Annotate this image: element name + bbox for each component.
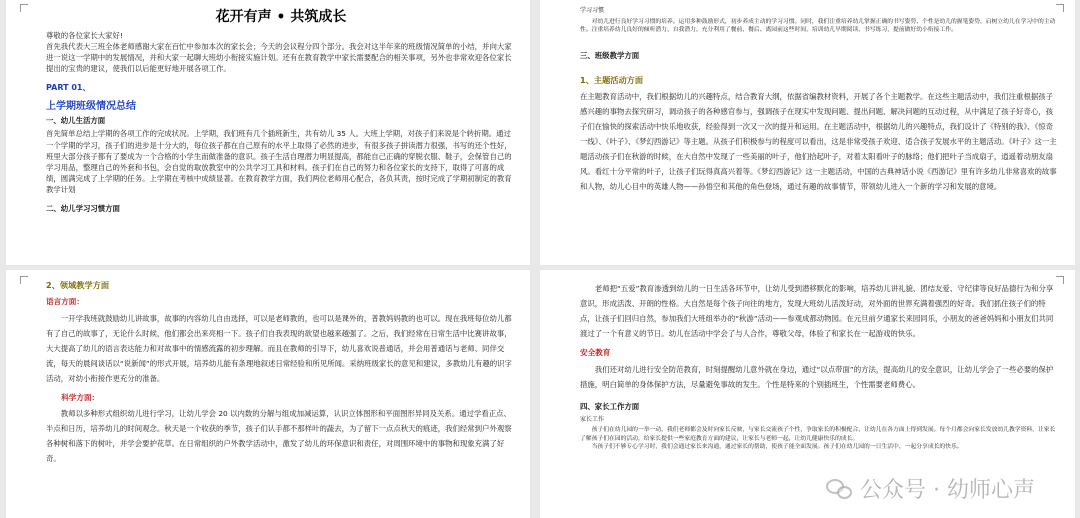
subheading-theme: 1、主题活动方面 [580, 75, 644, 86]
language-paragraph: 一开学我班就鼓励幼儿讲故事，故事的内容幼儿自由选择，可以是老师教的，也可以是课外的，普教妈妈教的也可以。现在我班每位幼儿都有了自己的故事了，无论什么时候，他们都会出来亮相一下。孩子们自我表现的欲望也越来越强了。之后，我们经常在日常生活中比赛讲故事，大大提高了幼儿的语言表达能力和对故事中的情感流露的初步理解。而且在教师的引导下，幼儿喜欢说普通话，并会用普通话与老师、同伴交流，每天的晨间谈话以“说新闻”的形式开展，培养幼儿能有条理地叙述日常经验和所见所闻。采纳班级家长的意见和建议，多教幼儿有趣的识字活动，对幼小衔接作更充分的准备。 [46, 314, 512, 383]
intro-paragraph: 首先我代表大三班全体老师感谢大家在百忙中参加本次的家长会；今天的会议程分四个部分。我会对这半年来的班级情况简单的小结，并向大家进一说这一学期中的发展情况，并和大家一起聊大班幼小衔接实施计划。还有在教育教学中家长需要配合的相关事项，另外也非常欢迎各位家长提出的宝贵的建议，使我们以后能更好地开展各项工作。 [46, 42, 512, 74]
life-paragraph: 首先简单总结上学期的各项工作的完成状况。上学期，我们班有几个插班新生，共有幼儿 35 人。大班上学期，对孩子们来说是个转折期。通过一个学期的学习，孩子们的进步是十分大的，每位孩子都在自己原有的水平上取得了必然的进步，有很多孩子拼读潜力很强，书写的还个性好，班里大部分孩子都有了要成为一个合格的小学生而做准备的意识。孩子生活自理潜力明显提高，都能自己正确的穿脱衣服、鞋子，会保管自己的学习用品，整理自己的外套和书包，会自觉的取放教室中的公共学习工具和材料。孩子们在自己的努力和各位家长的支持下，取得了可喜的成绩，圆满完成了上学期的任务。上学期在考核中成绩显著。在教育教学方面，我们两位老师用心配合，各负其责，按时完成了学期初制定的教育教学计划 [46, 129, 512, 194]
parents-paragraph: 孩子们在幼儿园的一举一动，我们老师都会及时向家长反映，与家长交流孩子个性，争取家长的积极配合，让幼儿在各方面上得到发展。每个月都会向家长发放幼儿教学资料，让家长了解孩子们在园的活动，给家长提供一些家庭教育方面的建议，让家长与老师一起，让幼儿健康快乐的成长。 [580, 427, 1056, 442]
page-title: 花开有声 • 共筑成长 [215, 9, 347, 25]
section-heading: 上学期班级情况总结 [46, 101, 136, 113]
subheading-teaching: 三、班级教学方面 [580, 51, 640, 61]
subheading-study: 二、幼儿学习习惯方面 [46, 204, 120, 214]
document-page-3 [6, 270, 530, 518]
parents-paragraph-2: 当孩子们不够专心学习时，我们会通过家长来沟通，通过家长的帮助，使孩子能全面发展。孩子们在幼儿园的一日生活中，一起分享成长的快乐。 [591, 444, 963, 451]
science-paragraph: 教师以多种形式组织幼儿进行学习，让幼儿学会 20 以内数的分解与组成加减运算，认识立体图形和平面图形异同及关系。通过学看正点、半点和日历，培养幼儿的时间观念。秋天是一个收获的季节，孩子们认手都不那样叶的蔬去，为了留下一点点秋天的痕迹，我们经常到户外观察各种树和落下的树叶，并学会要护花草。在日常组织的户外教学活动中，激发了幼儿的环保意识和责任，对周围环境中的事物和现象充满了好奇。 [46, 408, 512, 463]
theme-paragraph: 在主题教育活动中，我们根据幼儿的兴趣特点，结合教育大纲，依据省编教材资料，开展了各个主题教学。在这些主题活动中，我们注重根据孩子感兴趣的事物去探究研习，调动孩子的各种感官参与，强调孩子在现实中发现问题、提出问题、解决问题的互动过程，从中满足了孩子好奇心，孩子们在愉快的探索活动中快乐地收获，经验得到一次又一次的提升和运用。在主题活动中，根据幼儿的兴趣特点，我们设计了《特别的我》、《惊奇一线》、《叶子》、《梦幻西游记》等主题。从孩子们积极参与的程度可以看出，这是非常受孩子欢迎、适合孩子发展水平的主题活动。《叶子》这一主题活动孩子们在秋游的时候，在大自然中发现了一些美丽的叶子，他们拾起叶子，对着太阳看叶子的脉络；他们把叶子当成扇子，逍遥着动朋友扇风。看红十分平常的叶子，让孩子们玩得真高兴着等。《梦幻西游记》这一主题活动，中国的古典神话小说《西游记》里有许多幼儿非常喜欢的故事和人物，幼儿心目中的英雄人物——孙悟空和其他的角色登场，通过有趣的故事情节，带领幼儿进入一个新的学习和发展的意境。 [580, 92, 1057, 192]
document-page-4 [540, 270, 1075, 518]
greeting-text: 尊敬的各位家长大家好! [46, 31, 123, 40]
document-page-2 [540, 0, 1075, 265]
subheading-parents: 四、家长工作方面 [580, 401, 640, 411]
page-corner-marker [20, 276, 28, 284]
safety-heading: 安全教育 [580, 347, 611, 357]
page-corner-marker [20, 4, 28, 12]
page-corner-marker [1056, 276, 1064, 284]
science-label: 科学方面： [61, 392, 100, 402]
part-heading: PART 01、 [46, 83, 91, 93]
watermark-text: 公众号 · 幼师心声 [860, 478, 1035, 503]
subheading-life: 一、幼儿生活方面 [46, 116, 106, 126]
watermark [826, 473, 1035, 504]
page-corner-marker [1056, 4, 1064, 12]
study-habit-heading: 学习习惯 [580, 7, 605, 14]
moral-paragraph: 老师把“五爱”教育渗透到幼儿的一日生活各环节中，让幼儿受到潜移默化的影响，培养幼儿讲礼貌、团结友爱、守纪律等良好品德行为和分享意识，形成活泼、开朗的性格。大自然是每个孩子向往的地方，发现大班幼儿活泼好动，对外面的世界充满着强烈的好奇。我们抓住孩子们的特点，让孩子们回归自然，参加我们大班组举办的“秋游”活动——参观成都动物园。在元旦前夕通家长来园同乐，小朋友的爸爸妈妈和小朋友们共同渡过了一个有意义的节日。幼儿在活动中学会了与人合作，尊敬父母，体验了和家长在一起游戏的快乐。 [580, 284, 1054, 338]
safety-paragraph: 我们还对幼儿进行安全防范教育，时刻提醒幼儿意外就在身边，通过“以点带面”的方法，提高幼儿的安全意识，让幼儿学会了一些必要的保护措施，明白简单的身体保护方法，尽量避免事故的发生。个性是特来的个别插班生，个性需要老师费心。 [580, 364, 1054, 389]
study-habit-text: 对幼儿进行良好学习习惯的培养。运用多种鼓励形式，初步养成主动的学习习惯。同时，我们注重培养幼儿掌握正确的书写姿势、个性是幼儿的握笔姿势，启树立幼儿在学习中的主动性。注重培养幼儿良好的倾听潜力、自我潜力，充分利用了餐前、餐后、离园前这些时间，培训幼儿早期阅读、书写练习，提前做好幼小衔接工作。 [580, 18, 1056, 34]
subheading-domain: 2、领域教学方面 [46, 280, 110, 290]
language-label: 语言方面： [46, 297, 84, 306]
parents-work-heading: 家长工作 [580, 415, 605, 423]
document-page-1 [6, 0, 530, 265]
wechat-icon [826, 477, 854, 501]
